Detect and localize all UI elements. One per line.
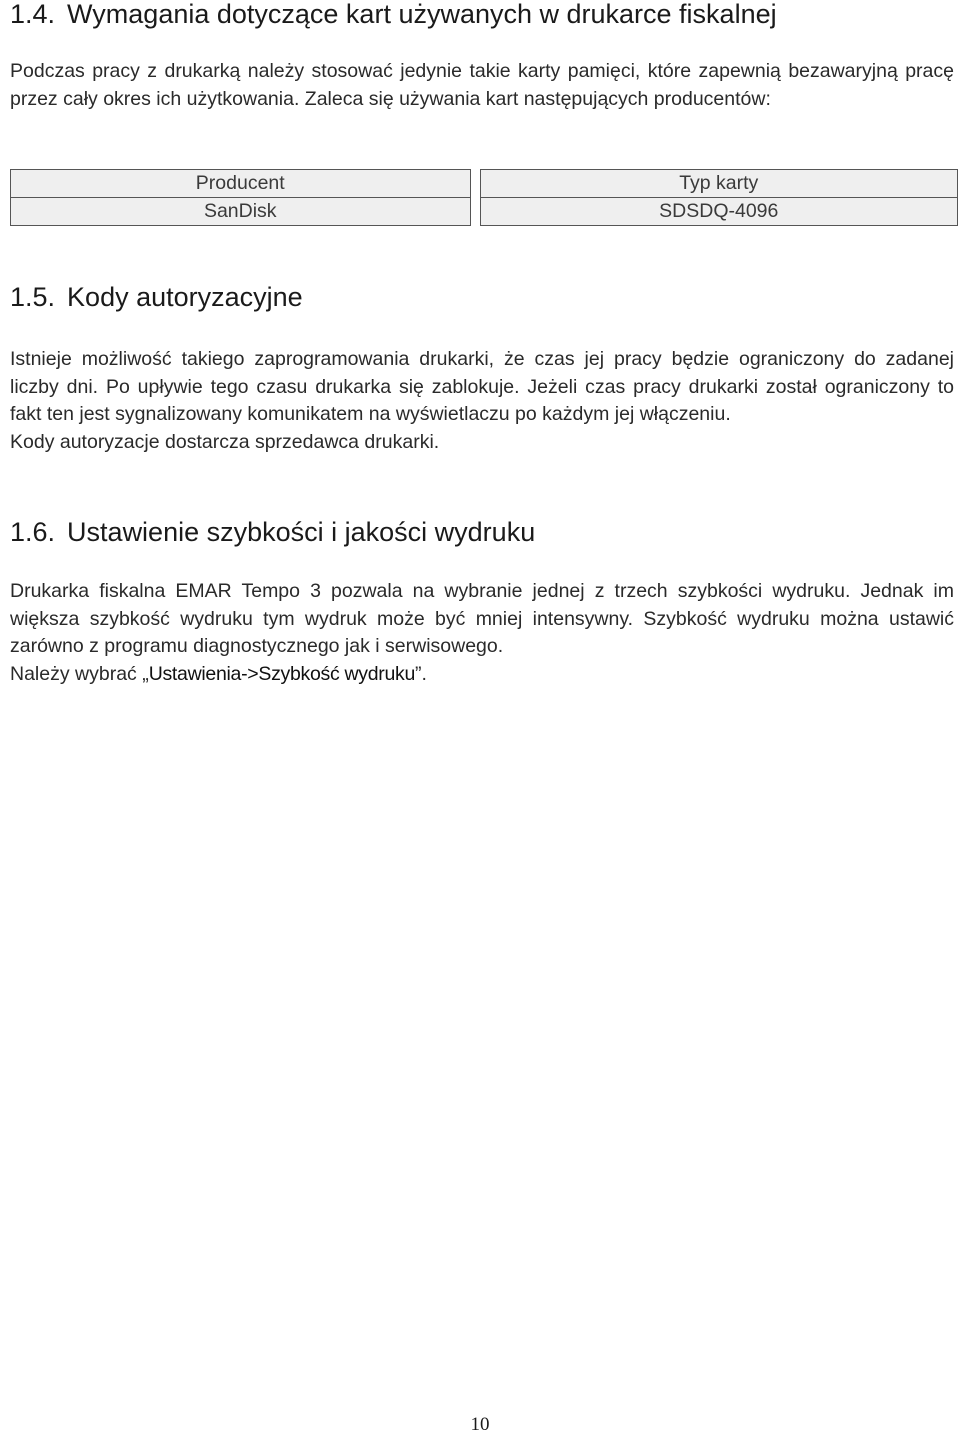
section-1-5-paragraph: Istnieje możliwość takiego zaprogramowania drukarki, że czas jej pracy będzie ograniczony do zadanej liczby dni. Po upływie tego czasu drukarka się zablokuje. Jeżeli czas pracy drukarki został ograniczony to fakt ten jest sygnalizowany komunikatem na wyświetlaczu po każdym jej włączeniu. (10, 348, 954, 426)
memory-card-table (10, 169, 958, 226)
menu-path: Ustawienia->Szybkość wydruku (148, 662, 416, 685)
section-1-6-paragraph: Drukarka fiskalna EMAR Tempo 3 pozwala na wybranie jednej z trzech szybkości wydruku. Jednak im większa szybkość wydruku tym wydruk może być mniej intensywny. Szybkość wydruku można ustawić zarówno z programu diagnostycznego jak i serwisowego. (10, 580, 954, 658)
table-cell-card-type: SDSDQ-4096 (480, 198, 958, 226)
table-gap (470, 198, 480, 226)
table-row (11, 198, 958, 226)
section-heading-1-5 (10, 281, 303, 313)
section-1-5-body (10, 346, 954, 456)
instruction-suffix: ”. (415, 662, 427, 685)
section-1-6-instruction (10, 661, 954, 689)
section-number: 1.4. (10, 0, 56, 29)
instruction-prefix: Należy wybrać „ (10, 662, 149, 685)
section-1-6-body (10, 578, 954, 688)
section-1-4-paragraph: Podczas pracy z drukarką należy stosować jedynie takie karty pamięci, które zapewnią bezawaryjną pracę przez cały okres ich użytkowania. Zaleca się używania kart następujących producentów: (10, 60, 954, 110)
section-title: Ustawienie szybkości i jakości wydruku (67, 517, 536, 547)
section-heading-1-6 (10, 516, 535, 548)
page-number: 10 (470, 1414, 490, 1435)
section-1-5-paragraph-2: Kody autoryzacje dostarcza sprzedawca drukarki. (10, 430, 440, 453)
table-cell-producer: SanDisk (11, 198, 471, 226)
section-heading-1-4 (10, 0, 777, 30)
table-header-row (11, 170, 958, 198)
section-title: Kody autoryzacyjne (67, 282, 303, 312)
section-number: 1.6. (10, 517, 56, 547)
table-header-card-type: Typ karty (480, 170, 958, 198)
section-number: 1.5. (10, 282, 56, 312)
table-header-producer: Producent (11, 170, 471, 198)
section-title: Wymagania dotyczące kart używanych w drukarce fiskalnej (67, 0, 777, 29)
table-gap (470, 170, 480, 198)
